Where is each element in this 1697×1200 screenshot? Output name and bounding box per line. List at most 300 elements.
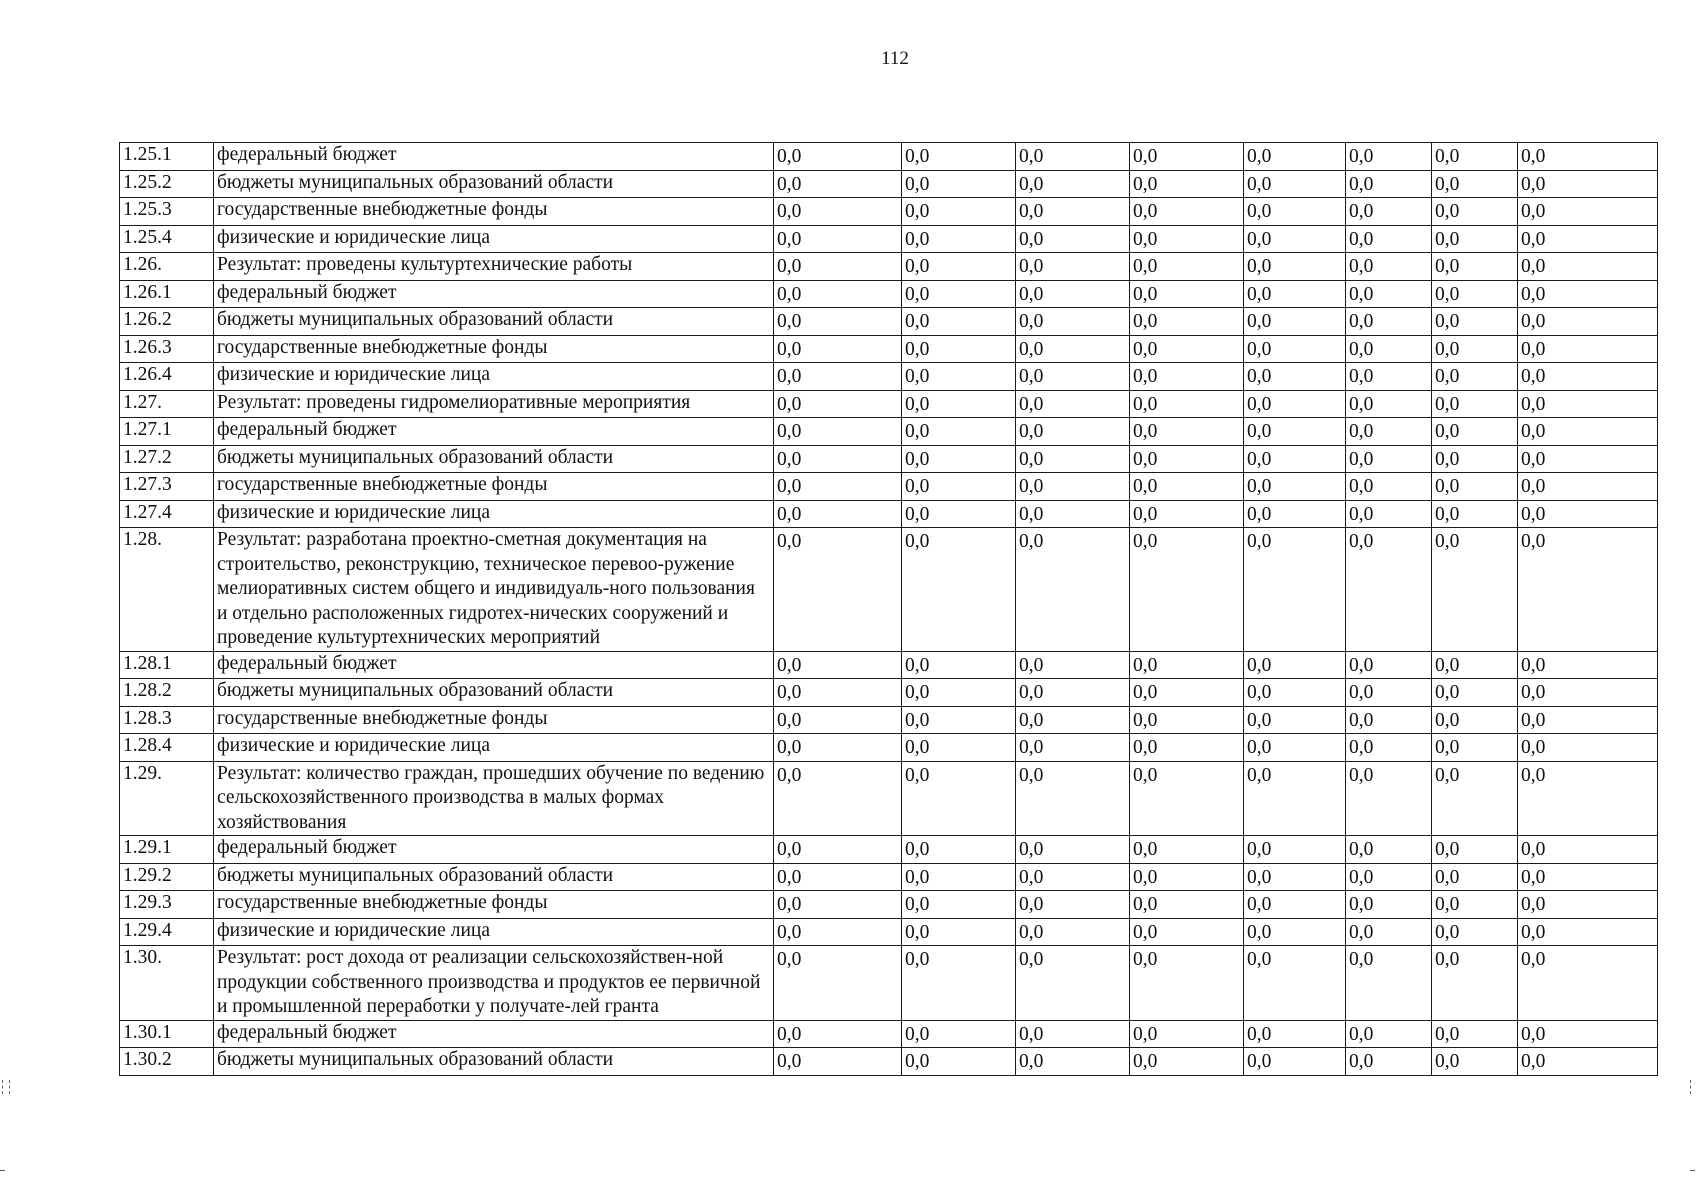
- value-cell: 0,0: [1346, 706, 1432, 734]
- value-cell: 0,0: [1346, 198, 1432, 226]
- value-cell: 0,0: [1016, 225, 1130, 253]
- row-code: 1.26.: [120, 253, 214, 281]
- value-cell: 0,0: [1016, 198, 1130, 226]
- table-row: [120, 308, 1658, 336]
- value-cell: 0,0: [1244, 706, 1346, 734]
- value-cell: 0,0: [1432, 170, 1518, 198]
- value-cell: 0,0: [902, 500, 1016, 528]
- value-cell: 0,0: [902, 528, 1016, 652]
- value-cell: 0,0: [1346, 836, 1432, 864]
- value-cell: 0,0: [902, 1020, 1016, 1048]
- value-cell: 0,0: [902, 679, 1016, 707]
- table-body: [120, 143, 1658, 1076]
- row-description: физические и юридические лица: [214, 363, 774, 391]
- value-cell: 0,0: [1346, 280, 1432, 308]
- row-description: физические и юридические лица: [214, 734, 774, 762]
- row-description: бюджеты муниципальных образований области: [214, 1048, 774, 1076]
- row-description: государственные внебюджетные фонды: [214, 891, 774, 919]
- row-description: федеральный бюджет: [214, 418, 774, 446]
- value-cell: 0,0: [902, 445, 1016, 473]
- value-cell: 0,0: [1016, 500, 1130, 528]
- value-cell: 0,0: [1518, 734, 1658, 762]
- value-cell: 0,0: [1244, 734, 1346, 762]
- value-cell: 0,0: [1432, 734, 1518, 762]
- value-cell: 0,0: [1244, 143, 1346, 171]
- table-row: [120, 863, 1658, 891]
- value-cell: 0,0: [774, 253, 902, 281]
- value-cell: 0,0: [1130, 836, 1244, 864]
- value-cell: 0,0: [1130, 363, 1244, 391]
- row-code: 1.30.2: [120, 1048, 214, 1076]
- value-cell: 0,0: [774, 1020, 902, 1048]
- value-cell: 0,0: [774, 1048, 902, 1076]
- value-cell: 0,0: [1016, 679, 1130, 707]
- left-corner-tick: [0, 1170, 5, 1171]
- value-cell: 0,0: [1518, 198, 1658, 226]
- row-code: 1.27.2: [120, 445, 214, 473]
- table-row: [120, 836, 1658, 864]
- value-cell: 0,0: [1432, 198, 1518, 226]
- value-cell: 0,0: [1130, 761, 1244, 836]
- value-cell: 0,0: [774, 734, 902, 762]
- row-code: 1.29.2: [120, 863, 214, 891]
- row-code: 1.26.2: [120, 308, 214, 336]
- value-cell: 0,0: [1432, 253, 1518, 281]
- value-cell: 0,0: [1130, 1020, 1244, 1048]
- value-cell: 0,0: [902, 891, 1016, 919]
- value-cell: 0,0: [774, 836, 902, 864]
- value-cell: 0,0: [1244, 445, 1346, 473]
- value-cell: 0,0: [1244, 253, 1346, 281]
- value-cell: 0,0: [774, 308, 902, 336]
- value-cell: 0,0: [1130, 335, 1244, 363]
- value-cell: 0,0: [1244, 836, 1346, 864]
- row-code: 1.26.3: [120, 335, 214, 363]
- value-cell: 0,0: [774, 891, 902, 919]
- value-cell: 0,0: [1244, 679, 1346, 707]
- value-cell: 0,0: [1016, 706, 1130, 734]
- row-description: бюджеты муниципальных образований области: [214, 170, 774, 198]
- value-cell: 0,0: [1432, 528, 1518, 652]
- value-cell: 0,0: [1518, 143, 1658, 171]
- value-cell: 0,0: [902, 651, 1016, 679]
- row-code: 1.26.1: [120, 280, 214, 308]
- row-code: 1.27.3: [120, 473, 214, 501]
- value-cell: 0,0: [774, 473, 902, 501]
- value-cell: 0,0: [1130, 418, 1244, 446]
- value-cell: 0,0: [774, 390, 902, 418]
- value-cell: 0,0: [1518, 390, 1658, 418]
- value-cell: 0,0: [1432, 863, 1518, 891]
- value-cell: 0,0: [1518, 863, 1658, 891]
- value-cell: 0,0: [1130, 863, 1244, 891]
- value-cell: 0,0: [774, 363, 902, 391]
- row-code: 1.29.3: [120, 891, 214, 919]
- table-row: [120, 734, 1658, 762]
- value-cell: 0,0: [1016, 836, 1130, 864]
- value-cell: 0,0: [1016, 170, 1130, 198]
- row-code: 1.28.: [120, 528, 214, 652]
- value-cell: 0,0: [1518, 335, 1658, 363]
- value-cell: 0,0: [1518, 1048, 1658, 1076]
- value-cell: 0,0: [774, 335, 902, 363]
- value-cell: 0,0: [1432, 418, 1518, 446]
- value-cell: 0,0: [1518, 418, 1658, 446]
- value-cell: 0,0: [1432, 891, 1518, 919]
- value-cell: 0,0: [1130, 679, 1244, 707]
- value-cell: 0,0: [1244, 1048, 1346, 1076]
- value-cell: 0,0: [1346, 528, 1432, 652]
- table-row: [120, 225, 1658, 253]
- value-cell: 0,0: [1016, 918, 1130, 946]
- value-cell: 0,0: [1346, 253, 1432, 281]
- table-row: [120, 418, 1658, 446]
- value-cell: 0,0: [1346, 143, 1432, 171]
- value-cell: 0,0: [1016, 473, 1130, 501]
- value-cell: 0,0: [1346, 761, 1432, 836]
- table-row: [120, 679, 1658, 707]
- row-code: 1.29.: [120, 761, 214, 836]
- value-cell: 0,0: [1518, 528, 1658, 652]
- value-cell: 0,0: [1346, 335, 1432, 363]
- value-cell: 0,0: [902, 1048, 1016, 1076]
- table-row: [120, 500, 1658, 528]
- value-cell: 0,0: [1130, 390, 1244, 418]
- value-cell: 0,0: [1518, 679, 1658, 707]
- value-cell: 0,0: [1130, 280, 1244, 308]
- value-cell: 0,0: [902, 946, 1016, 1021]
- value-cell: 0,0: [1016, 1020, 1130, 1048]
- value-cell: 0,0: [1346, 1020, 1432, 1048]
- value-cell: 0,0: [1432, 706, 1518, 734]
- value-cell: 0,0: [902, 225, 1016, 253]
- value-cell: 0,0: [902, 170, 1016, 198]
- value-cell: 0,0: [902, 836, 1016, 864]
- value-cell: 0,0: [774, 863, 902, 891]
- value-cell: 0,0: [1518, 836, 1658, 864]
- value-cell: 0,0: [1346, 946, 1432, 1021]
- value-cell: 0,0: [902, 418, 1016, 446]
- value-cell: 0,0: [1130, 445, 1244, 473]
- value-cell: 0,0: [1346, 390, 1432, 418]
- value-cell: 0,0: [1130, 473, 1244, 501]
- row-description: бюджеты муниципальных образований области: [214, 679, 774, 707]
- page-number: 112: [881, 48, 909, 69]
- value-cell: 0,0: [1130, 308, 1244, 336]
- value-cell: 0,0: [1130, 891, 1244, 919]
- value-cell: 0,0: [1346, 863, 1432, 891]
- row-description: федеральный бюджет: [214, 143, 774, 171]
- row-code: 1.28.3: [120, 706, 214, 734]
- row-code: 1.27.4: [120, 500, 214, 528]
- table-row: [120, 761, 1658, 836]
- value-cell: 0,0: [902, 863, 1016, 891]
- value-cell: 0,0: [1016, 761, 1130, 836]
- value-cell: 0,0: [1346, 918, 1432, 946]
- value-cell: 0,0: [774, 418, 902, 446]
- value-cell: 0,0: [1518, 1020, 1658, 1048]
- value-cell: 0,0: [1518, 225, 1658, 253]
- value-cell: 0,0: [1244, 198, 1346, 226]
- value-cell: 0,0: [1346, 225, 1432, 253]
- value-cell: 0,0: [1244, 170, 1346, 198]
- value-cell: 0,0: [1518, 253, 1658, 281]
- value-cell: 0,0: [1244, 528, 1346, 652]
- value-cell: 0,0: [1130, 734, 1244, 762]
- value-cell: 0,0: [1518, 706, 1658, 734]
- row-code: 1.27.1: [120, 418, 214, 446]
- value-cell: 0,0: [1016, 418, 1130, 446]
- value-cell: 0,0: [1244, 651, 1346, 679]
- row-code: 1.30.1: [120, 1020, 214, 1048]
- value-cell: 0,0: [1432, 836, 1518, 864]
- table-row: [120, 891, 1658, 919]
- value-cell: 0,0: [774, 706, 902, 734]
- row-description: государственные внебюджетные фонды: [214, 473, 774, 501]
- value-cell: 0,0: [774, 280, 902, 308]
- table-row: [120, 528, 1658, 652]
- value-cell: 0,0: [1244, 363, 1346, 391]
- table-row: [120, 363, 1658, 391]
- row-code: 1.25.4: [120, 225, 214, 253]
- row-description: Результат: количество граждан, прошедших обучение по ведению сельскохозяйственного производства в малых формах хозяйствования: [214, 761, 774, 836]
- value-cell: 0,0: [1016, 946, 1130, 1021]
- value-cell: 0,0: [1130, 170, 1244, 198]
- value-cell: 0,0: [1346, 891, 1432, 919]
- table-row: [120, 946, 1658, 1021]
- table-row: [120, 143, 1658, 171]
- budget-table: [119, 142, 1658, 1076]
- row-code: 1.28.1: [120, 651, 214, 679]
- value-cell: 0,0: [1016, 528, 1130, 652]
- value-cell: 0,0: [1432, 1048, 1518, 1076]
- value-cell: 0,0: [1346, 1048, 1432, 1076]
- value-cell: 0,0: [902, 473, 1016, 501]
- value-cell: 0,0: [1432, 225, 1518, 253]
- value-cell: 0,0: [1016, 308, 1130, 336]
- value-cell: 0,0: [1244, 761, 1346, 836]
- value-cell: 0,0: [1244, 863, 1346, 891]
- value-cell: 0,0: [1346, 473, 1432, 501]
- row-description: бюджеты муниципальных образований области: [214, 308, 774, 336]
- table-row: [120, 706, 1658, 734]
- value-cell: 0,0: [1244, 418, 1346, 446]
- value-cell: 0,0: [1432, 651, 1518, 679]
- value-cell: 0,0: [1518, 918, 1658, 946]
- value-cell: 0,0: [902, 280, 1016, 308]
- value-cell: 0,0: [1244, 500, 1346, 528]
- value-cell: 0,0: [774, 918, 902, 946]
- value-cell: 0,0: [774, 143, 902, 171]
- row-code: 1.25.2: [120, 170, 214, 198]
- value-cell: 0,0: [1432, 500, 1518, 528]
- row-description: физические и юридические лица: [214, 918, 774, 946]
- value-cell: 0,0: [1346, 418, 1432, 446]
- row-code: 1.28.4: [120, 734, 214, 762]
- row-description: федеральный бюджет: [214, 836, 774, 864]
- value-cell: 0,0: [774, 528, 902, 652]
- value-cell: 0,0: [1016, 651, 1130, 679]
- value-cell: 0,0: [774, 170, 902, 198]
- value-cell: 0,0: [1518, 170, 1658, 198]
- value-cell: 0,0: [1130, 198, 1244, 226]
- row-description: физические и юридические лица: [214, 225, 774, 253]
- table-row: [120, 651, 1658, 679]
- value-cell: 0,0: [1244, 225, 1346, 253]
- value-cell: 0,0: [1016, 734, 1130, 762]
- row-code: 1.29.1: [120, 836, 214, 864]
- value-cell: 0,0: [1518, 761, 1658, 836]
- value-cell: 0,0: [902, 198, 1016, 226]
- value-cell: 0,0: [1130, 651, 1244, 679]
- value-cell: 0,0: [1130, 225, 1244, 253]
- value-cell: 0,0: [1432, 473, 1518, 501]
- value-cell: 0,0: [1432, 335, 1518, 363]
- value-cell: 0,0: [902, 253, 1016, 281]
- value-cell: 0,0: [1016, 891, 1130, 919]
- value-cell: 0,0: [1518, 891, 1658, 919]
- value-cell: 0,0: [1016, 363, 1130, 391]
- row-description: федеральный бюджет: [214, 651, 774, 679]
- value-cell: 0,0: [774, 761, 902, 836]
- value-cell: 0,0: [1518, 445, 1658, 473]
- value-cell: 0,0: [1130, 1048, 1244, 1076]
- value-cell: 0,0: [1346, 679, 1432, 707]
- value-cell: 0,0: [1518, 946, 1658, 1021]
- value-cell: 0,0: [1518, 500, 1658, 528]
- table-row: [120, 253, 1658, 281]
- value-cell: 0,0: [774, 500, 902, 528]
- value-cell: 0,0: [1518, 473, 1658, 501]
- value-cell: 0,0: [1016, 280, 1130, 308]
- value-cell: 0,0: [1432, 143, 1518, 171]
- value-cell: 0,0: [1432, 679, 1518, 707]
- right-corner-tick: [1690, 1170, 1695, 1171]
- table-row: [120, 445, 1658, 473]
- value-cell: 0,0: [1130, 918, 1244, 946]
- value-cell: 0,0: [1518, 308, 1658, 336]
- value-cell: 0,0: [1244, 308, 1346, 336]
- row-description: бюджеты муниципальных образований области: [214, 863, 774, 891]
- value-cell: 0,0: [1346, 734, 1432, 762]
- value-cell: 0,0: [902, 390, 1016, 418]
- value-cell: 0,0: [1130, 706, 1244, 734]
- value-cell: 0,0: [902, 363, 1016, 391]
- value-cell: 0,0: [1432, 280, 1518, 308]
- row-code: 1.26.4: [120, 363, 214, 391]
- row-description: Результат: рост дохода от реализации сельскохозяйствен-ной продукции собственного производства и продуктов ее первичной и промышленной переработки у получате-лей гранта: [214, 946, 774, 1021]
- row-code: 1.25.3: [120, 198, 214, 226]
- value-cell: 0,0: [1346, 170, 1432, 198]
- value-cell: 0,0: [1346, 500, 1432, 528]
- row-description: бюджеты муниципальных образований области: [214, 445, 774, 473]
- value-cell: 0,0: [902, 335, 1016, 363]
- value-cell: 0,0: [1432, 761, 1518, 836]
- table-row: [120, 473, 1658, 501]
- value-cell: 0,0: [1130, 528, 1244, 652]
- row-description: государственные внебюджетные фонды: [214, 335, 774, 363]
- value-cell: 0,0: [902, 706, 1016, 734]
- value-cell: 0,0: [1518, 280, 1658, 308]
- value-cell: 0,0: [774, 651, 902, 679]
- value-cell: 0,0: [1016, 390, 1130, 418]
- table-row: [120, 198, 1658, 226]
- value-cell: 0,0: [1346, 651, 1432, 679]
- value-cell: 0,0: [774, 445, 902, 473]
- value-cell: 0,0: [774, 679, 902, 707]
- value-cell: 0,0: [1244, 335, 1346, 363]
- value-cell: 0,0: [902, 143, 1016, 171]
- value-cell: 0,0: [1432, 946, 1518, 1021]
- value-cell: 0,0: [1432, 918, 1518, 946]
- row-description: Результат: проведены гидромелиоративные мероприятия: [214, 390, 774, 418]
- value-cell: 0,0: [1130, 500, 1244, 528]
- value-cell: 0,0: [1346, 308, 1432, 336]
- value-cell: 0,0: [1130, 253, 1244, 281]
- left-edge-mark: [2, 1080, 10, 1094]
- value-cell: 0,0: [774, 225, 902, 253]
- value-cell: 0,0: [1346, 363, 1432, 391]
- value-cell: 0,0: [1518, 363, 1658, 391]
- value-cell: 0,0: [1432, 308, 1518, 336]
- value-cell: 0,0: [1432, 363, 1518, 391]
- value-cell: 0,0: [1432, 390, 1518, 418]
- value-cell: 0,0: [902, 734, 1016, 762]
- value-cell: 0,0: [902, 761, 1016, 836]
- row-description: федеральный бюджет: [214, 1020, 774, 1048]
- row-description: Результат: проведены культуртехнические работы: [214, 253, 774, 281]
- value-cell: 0,0: [774, 946, 902, 1021]
- row-description: физические и юридические лица: [214, 500, 774, 528]
- row-code: 1.27.: [120, 390, 214, 418]
- value-cell: 0,0: [1244, 473, 1346, 501]
- table-row: [120, 390, 1658, 418]
- value-cell: 0,0: [1016, 253, 1130, 281]
- row-code: 1.30.: [120, 946, 214, 1021]
- value-cell: 0,0: [1244, 1020, 1346, 1048]
- row-code: 1.28.2: [120, 679, 214, 707]
- value-cell: 0,0: [1518, 651, 1658, 679]
- table-row: [120, 335, 1658, 363]
- value-cell: 0,0: [774, 198, 902, 226]
- value-cell: 0,0: [1130, 143, 1244, 171]
- value-cell: 0,0: [1244, 280, 1346, 308]
- value-cell: 0,0: [902, 918, 1016, 946]
- value-cell: 0,0: [1346, 445, 1432, 473]
- row-description: федеральный бюджет: [214, 280, 774, 308]
- row-code: 1.29.4: [120, 918, 214, 946]
- value-cell: 0,0: [902, 308, 1016, 336]
- value-cell: 0,0: [1016, 445, 1130, 473]
- row-description: государственные внебюджетные фонды: [214, 706, 774, 734]
- value-cell: 0,0: [1016, 863, 1130, 891]
- table-row: [120, 1048, 1658, 1076]
- table-row: [120, 280, 1658, 308]
- value-cell: 0,0: [1244, 946, 1346, 1021]
- value-cell: 0,0: [1016, 1048, 1130, 1076]
- row-code: 1.25.1: [120, 143, 214, 171]
- value-cell: 0,0: [1244, 891, 1346, 919]
- row-description: Результат: разработана проектно-сметная документация на строительство, реконструкцию, техническое перевоо-ружение мелиоративных систем общего и индивидуаль-ного пользования и отдельно расположенных гидротех-нических сооружений и проведение культуртехнических мероприятий: [214, 528, 774, 652]
- row-description: государственные внебюджетные фонды: [214, 198, 774, 226]
- value-cell: 0,0: [1244, 918, 1346, 946]
- value-cell: 0,0: [1016, 335, 1130, 363]
- value-cell: 0,0: [1432, 1020, 1518, 1048]
- table-row: [120, 918, 1658, 946]
- value-cell: 0,0: [1432, 445, 1518, 473]
- table-row: [120, 1020, 1658, 1048]
- value-cell: 0,0: [1130, 946, 1244, 1021]
